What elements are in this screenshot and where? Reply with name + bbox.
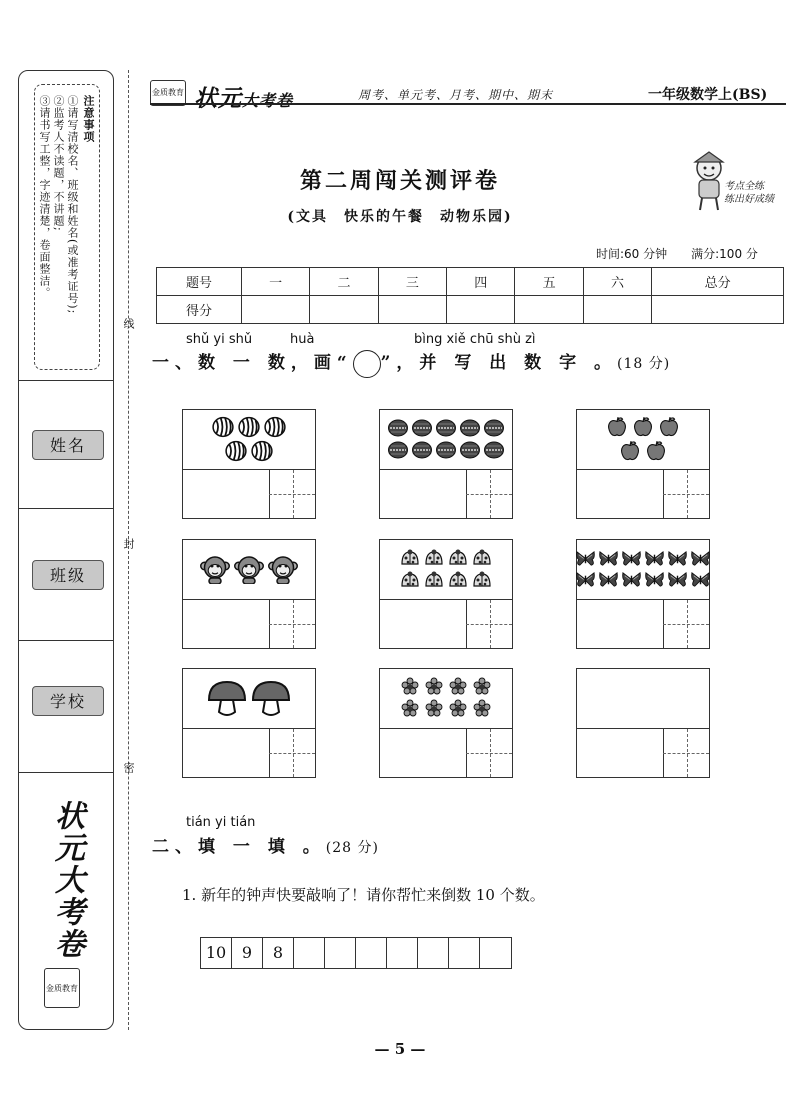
circle-drawing-area[interactable] [577,729,664,777]
number-write-area[interactable] [269,600,315,648]
count-box [182,409,316,519]
count-box-picture [577,540,709,600]
note-3: ③请书写工整，字迹清楚，卷面整洁。 [38,95,51,299]
butterfly-icon [691,549,710,572]
countdown-cell[interactable] [356,938,387,968]
header-tagline: 周考、单元考、月考、期中、期末 [358,88,554,102]
count-box [576,409,710,519]
flower-icon [424,677,444,701]
watermelon-icon [238,416,260,442]
score-row-label: 得分 [157,296,242,324]
count-box [379,539,513,649]
butterfly-icon [599,570,618,593]
flower-icon [448,677,468,701]
score-cell[interactable] [378,296,446,324]
pinyin-write-number: bìng xiě chū shù zì [414,332,536,347]
count-box [379,409,513,519]
apple-icon [645,440,667,466]
flower-icon [472,677,492,701]
count-box [576,668,710,778]
count-box-picture [380,669,512,729]
number-write-area[interactable] [466,470,512,518]
count-box-picture [380,540,512,600]
butterfly-icon [599,549,618,572]
number-write-area[interactable] [466,729,512,777]
count-box-picture [183,540,315,600]
flower-icon [472,699,492,723]
ladybug-icon [472,570,492,594]
section1-title-a: 一、数 一 数，画“ [152,353,353,373]
count-box [576,539,710,649]
countdown-cell[interactable] [449,938,480,968]
butterfly-icon [645,570,664,593]
page-title: 第二周闯关测评卷 [299,168,500,194]
school-field-label: 学校 [32,686,104,716]
number-write-area[interactable] [269,729,315,777]
mushroom-icon [207,678,247,722]
score-table [156,267,784,324]
butterfly-icon [645,549,664,572]
circle-drawing-area[interactable] [380,470,467,518]
section1-score: (18 分) [617,356,671,372]
cake-icon [388,440,408,464]
class-field-label: 班级 [32,560,104,590]
countdown-cell: 8 [263,938,294,968]
section2-score: (28 分) [325,840,379,856]
name-field-label: 姓名 [32,430,104,460]
score-header-cell: 二 [310,268,378,296]
section1-title-b: ”，并 写 出 数 字 。 [380,353,617,373]
count-box-picture [183,669,315,729]
count-box-picture [577,669,709,729]
butterfly-icon [691,570,710,593]
pinyin-draw: huà [290,332,315,347]
sidebar-brand: 状元大考卷 [49,800,84,960]
number-write-area[interactable] [663,729,709,777]
number-write-area[interactable] [663,600,709,648]
ladybug-icon [448,570,468,594]
watermelon-icon [212,416,234,442]
flower-icon [400,677,420,701]
cake-icon [412,418,432,442]
circle-drawing-area[interactable] [183,729,270,777]
countdown-row [200,937,512,969]
ladybug-icon [400,548,420,572]
sidebar-logo: 金质教育 [44,968,80,1008]
circle-icon [353,350,381,378]
section1-title [152,348,670,378]
score-header-cell: 四 [447,268,515,296]
pinyin-count: shǔ yi shǔ [186,332,253,347]
page-subtitle: (文具 快乐的午餐 动物乐园) [287,209,513,225]
section2-title-text: 二、填 一 填 。 [152,837,326,857]
flower-icon [400,699,420,723]
question-1-text: 1. 新年的钟声快要敲响了！请你帮忙来倒数 10 个数。 [182,886,545,904]
note-2: ②监考人不读题，不讲题; [52,95,65,232]
monkey-icon [234,554,264,588]
brand-title [194,80,293,113]
countdown-cell[interactable] [325,938,356,968]
flower-icon [424,699,444,723]
number-write-area[interactable] [466,600,512,648]
countdown-cell: 9 [232,938,263,968]
circle-drawing-area[interactable] [380,600,467,648]
apple-icon [632,416,654,442]
ladybug-icon [448,548,468,572]
cake-icon [484,440,504,464]
number-write-area[interactable] [269,470,315,518]
countdown-cell[interactable] [294,938,325,968]
sidebar-divider [18,640,114,641]
count-box-picture [380,410,512,470]
pinyin-fill: tián yi tián [186,815,256,830]
score-table-score-row [157,296,784,324]
apple-icon [658,416,680,442]
sidebar-divider [18,508,114,509]
count-box-picture [577,410,709,470]
monkey-icon [268,554,298,588]
watermelon-icon [225,440,247,466]
mascot-note-line: 考点全练 [724,181,764,192]
cake-icon [436,418,456,442]
butterfly-icon [576,570,595,593]
cut-label-line: 线 [122,318,135,329]
cake-icon [412,440,432,464]
score-header-cell: 五 [515,268,583,296]
watermelon-icon [251,440,273,466]
ladybug-icon [424,570,444,594]
score-header-cell: 总分 [652,268,784,296]
publisher-logo: 金质教育 [150,80,186,106]
circle-drawing-area[interactable] [577,600,664,648]
score-cell[interactable] [242,296,310,324]
count-box [182,539,316,649]
butterfly-icon [622,549,641,572]
count-box [182,668,316,778]
watermelon-icon [264,416,286,442]
circle-drawing-area[interactable] [577,470,664,518]
brand-suffix: 大考卷 [242,91,294,110]
score-header-cell: 三 [378,268,446,296]
score-cell[interactable] [310,296,378,324]
cut-label-seal: 封 [122,538,135,549]
time-info: 时间:60 分钟 满分:100 分 [596,247,758,261]
ladybug-icon [400,570,420,594]
apple-icon [606,416,628,442]
cut-label-secret: 密 [122,762,135,773]
sidebar-divider [18,380,114,381]
butterfly-icon [668,570,687,593]
mascot-note-line: 练出好成绩 [724,194,774,205]
cake-icon [436,440,456,464]
count-box [379,668,513,778]
flower-icon [448,699,468,723]
score-header-cell: 六 [583,268,651,296]
butterfly-icon [622,570,641,593]
butterfly-icon [668,549,687,572]
score-table-header-row [157,268,784,296]
count-box-picture [183,410,315,470]
notes-box [34,84,100,370]
butterfly-icon [576,549,595,572]
mascot-note [724,180,774,206]
apple-icon [619,440,641,466]
cake-icon [460,418,480,442]
countdown-cell[interactable] [418,938,449,968]
brand-main: 状元 [194,85,242,112]
countdown-cell[interactable] [387,938,418,968]
notes-label: 注意事项 [82,95,95,143]
countdown-cell[interactable] [480,938,511,968]
note-1: ①请写清校名、班级和姓名(或准考证号); [66,95,79,315]
ladybug-icon [472,548,492,572]
monkey-icon [200,554,230,588]
page-number: — 5 — [374,1040,426,1058]
grade-label: 一年级数学上(BS) [648,87,768,103]
header-rule [150,103,786,105]
cake-icon [484,418,504,442]
score-header-cell: 一 [242,268,310,296]
score-cell[interactable] [652,296,784,324]
circle-drawing-area[interactable] [380,729,467,777]
score-cell[interactable] [447,296,515,324]
circle-drawing-area[interactable] [183,600,270,648]
countdown-cell: 10 [201,938,232,968]
cake-icon [388,418,408,442]
section2-title [152,832,379,857]
ladybug-icon [424,548,444,572]
score-cell[interactable] [583,296,651,324]
sidebar-divider [18,772,114,773]
mushroom-icon [251,678,291,722]
cake-icon [460,440,480,464]
number-write-area[interactable] [663,470,709,518]
score-cell[interactable] [515,296,583,324]
score-header-cell: 题号 [157,268,242,296]
circle-drawing-area[interactable] [183,470,270,518]
